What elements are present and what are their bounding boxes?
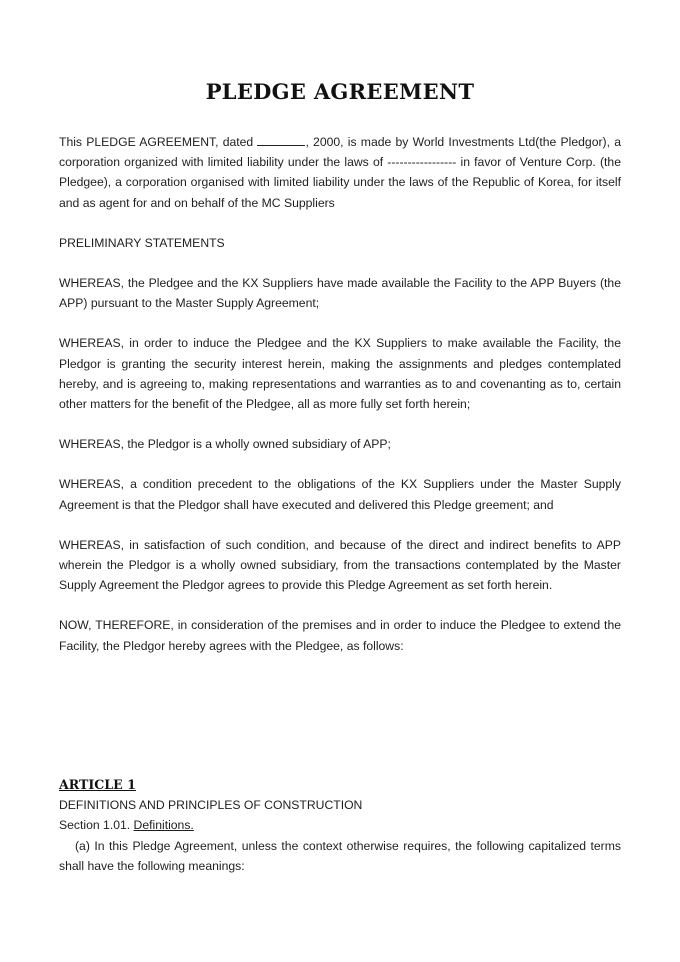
article-1-block (59, 775, 621, 876)
intro-part-2: , 2000, is made by World Investments Ltd(the Pledgor), a corporation organized with limited liability under the laws of ----------------- in favor of Venture Corp. (the Pledgee), a corporation organised with limited liability under the laws of the Republic of Korea, for itself and as agent for and on behalf of the MC Suppliers (59, 135, 621, 210)
clause-a: (a) In this Pledge Agreement, unless the context otherwise requires, the following capitalized terms shall have the following meanings: (59, 838, 621, 873)
whereas-paragraph: WHEREAS, in order to induce the Pledgee and the KX Suppliers to make available the Facility, the Pledgor is granting the security interest herein, making the assignments and pledges contemplated hereby, and is agreeing to, making representations and warranties as to and covenanting as to, certain other matters for the benefit of the Pledgee, all as more fully set forth herein; (59, 336, 621, 412)
section-heading (59, 815, 621, 835)
date-blank-line (257, 133, 305, 146)
section-number: Section 1.01. (59, 818, 134, 833)
preliminary-statements-heading: PRELIMINARY STATEMENTS (59, 235, 225, 250)
now-therefore-paragraph: NOW, THEREFORE, in consideration of the premises and in order to induce the Pledgee to extend the Facility, the Pledgor hereby agrees with the Pledgee, as follows: (59, 618, 621, 653)
article-subtitle: DEFINITIONS AND PRINCIPLES OF CONSTRUCTION (59, 798, 363, 813)
article-title: ARTICLE 1 (59, 777, 136, 792)
document-body (59, 132, 621, 676)
whereas-paragraph: WHEREAS, the Pledgee and the KX Suppliers have made available the Facility to the APP Buyers (the APP) pursuant to the Master Supply Agreement; (59, 276, 621, 311)
intro-part-1: This PLEDGE AGREEMENT, dated (59, 135, 258, 149)
section-title: Definitions. (133, 818, 194, 833)
whereas-paragraph: WHEREAS, a condition precedent to the obligations of the KX Suppliers under the Master Supply Agreement is that the Pledgor shall have executed and delivered this Pledge greement; and (59, 477, 621, 512)
document-title: PLEDGE AGREEMENT (205, 79, 475, 104)
whereas-paragraph: WHEREAS, in satisfaction of such condition, and because of the direct and indirect benefits to APP wherein the Pledgor is a wholly owned subsidiary, from the transactions contemplated by the Master Supply Agreement the Pledgor agrees to provide this Pledge Agreement as set forth herein. (59, 537, 621, 593)
whereas-paragraph: WHEREAS, the Pledgor is a wholly owned subsidiary of APP; (59, 437, 391, 452)
intro-paragraph (59, 132, 621, 213)
